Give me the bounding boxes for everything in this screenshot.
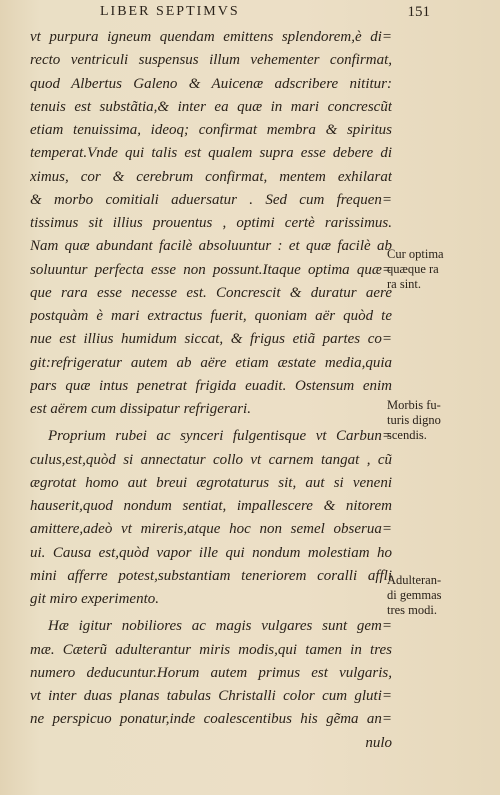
text-line: ægrotat homo aut breui ægrotaturus sit, aut si veneni [30, 474, 392, 491]
text-line: culus,est,quòd si annectatur collo vt carnem tangat , cũ [30, 451, 392, 468]
text-line: mini afferre potest,substantiam teneriorem coralli affli [30, 567, 392, 584]
text-line: Proprium rubei ac synceri fulgentisque vt Carbun= [48, 428, 392, 445]
main-text [30, 26, 392, 755]
note-line: tres modi. [387, 603, 437, 617]
text-line: postquàm è mari extractus fuerit, quoniam aër quòd te [30, 308, 392, 324]
text-line: soluuntur perfecta esse non possunt.Itaque optima quæ= [30, 261, 392, 278]
note-line: turis digno [387, 413, 441, 427]
text-line: temperat.Vnde qui talis est qualem supra esse debere di [30, 145, 392, 162]
text-line: Nam quæ abundant facilè absoluuntur : et quæ facilè ab [30, 238, 392, 255]
marginal-note-3 [387, 573, 442, 618]
note-line: Morbis fu- [387, 398, 441, 412]
text-line: ximus, cor & cerebrum confirmat, mentem exhilarat [30, 168, 392, 185]
text-line: numero deducuntur.Horum autem primus est vulgaris, [30, 664, 392, 681]
note-line: Adulteran- [387, 573, 442, 587]
text-line: pars quæ intus penetrat frigida euadit. Ostensum enim [30, 377, 392, 394]
text-line: tenuis est substãtia,& inter ea quæ in mari concrescũt [30, 98, 392, 115]
text-line: Hæ igitur nobiliores ac magis vulgares sunt gem= [48, 618, 392, 635]
text-line: etiam tenuissima, ideoq; confirmat membra & spiritus [30, 122, 392, 138]
text-line: que rara esse necesse est. Concrescit & duratur aere [30, 284, 392, 301]
paragraph-3 [30, 615, 392, 755]
text-line: amittere,adeò vt mireris,atque hoc non semel obserua= [30, 521, 392, 538]
text-line: nue est illius humidum siccat, & frigus etiã partes co= [30, 331, 392, 348]
text-line: quod Albertus Galeno & Auicenæ adscribere nititur: [30, 75, 392, 92]
running-title: LIBER SEPTIMVS [100, 4, 240, 19]
paragraph-1 [30, 26, 392, 421]
text-line: tissimus sit illius prouentus , optimi certè rarissimus. [30, 215, 392, 231]
running-head [100, 4, 430, 24]
paragraph-2 [30, 425, 392, 611]
text-line: vt purpura igneum quendam emittens splendorem,è di= [30, 29, 392, 45]
text-line: git miro experimento. [30, 591, 160, 607]
catchword: nulo [365, 734, 392, 751]
page-number: 151 [407, 4, 430, 20]
text-line: hauserit,quod nondum sentiat, impallescere & nitorem [30, 498, 392, 514]
text-line: mæ. Cæterũ adulterantur miris modis,qui tamen in tres [30, 641, 392, 658]
note-line: Cur optima [387, 247, 444, 261]
note-line: quæque ra [387, 262, 439, 276]
text-line: git:refrigeratur autem ab aëre etiam æstate media,quia [30, 354, 392, 371]
note-line: scendis. [387, 428, 427, 442]
text-line: & morbo comitiali aduersatur . Sed cum frequen= [30, 191, 392, 208]
text-line: recto ventriculi suspensus illum vehementer confirmat, [30, 52, 392, 69]
text-line: vt inter duas planas tabulas Christalli color cum gluti= [30, 688, 392, 704]
note-line: di gemmas [387, 588, 442, 602]
note-line: ra sint. [387, 277, 422, 291]
text-line: ui. Causa est,quòd vapor ille qui nondum molestiam ho [30, 544, 392, 561]
text-line: est aërem cum dissipatur refrigerari. [30, 401, 251, 417]
marginal-note-1 [387, 247, 444, 292]
marginal-note-2 [387, 398, 441, 443]
text-line: ne perspicuo ponatur,inde coalescentibus his gẽma an= [30, 711, 392, 728]
